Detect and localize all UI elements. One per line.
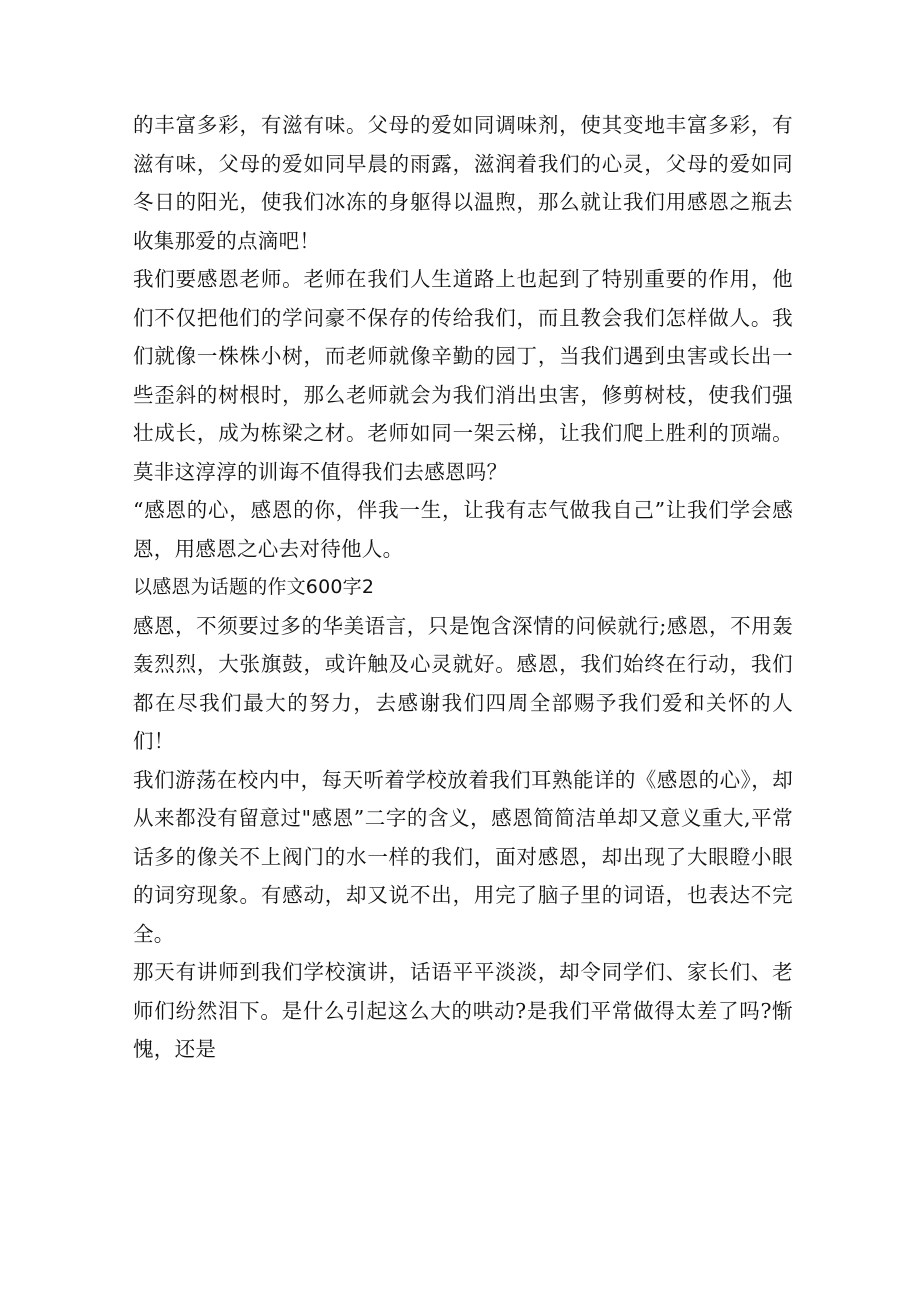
paragraph-parents-love: 的丰富多彩，有滋有味。父母的爱如同调味剂，使其变地丰富多彩，有滋有味，父母的爱如同早晨的雨露，滋润着我们的心灵，父母的爱如同冬日的阳光，使我们冰冻的身躯得以温煦，那么就让我们用感恩之瓶去收集那爱的点滴吧！ [133, 113, 793, 253]
paragraph-lecturer-speech: 那天有讲师到我们学校演讲，话语平平淡淡，却令同学们、家长们、老师们纷然泪下。是什么引起这么大的哄动?是我们平常做得太差了吗?惭愧，还是 [133, 960, 793, 1061]
paragraph-grateful-heart-quote: “感恩的心，感恩的你，伴我一生，让我有志气做我自己”让我们学会感恩，用感恩之心去对待他人。 [133, 498, 793, 561]
essay-heading: 以感恩为话题的作文600字2 [133, 576, 375, 598]
paragraph-school-song: 我们游荡在校内中，每天听着学校放着我们耳熟能详的《感恩的心》，却从来都没有留意过"感恩”二字的含义，感恩简简洁单却又意义重大,平常话多的像关不上阀门的水一样的我们，面对感恩，却出现了大眼瞪小眼的词穷现象。有感动，却又说不出，用完了脑子里的词语，也表达不完全。 [133, 767, 793, 946]
document-page [133, 106, 793, 1069]
paragraph-gratitude-definition: 感恩，不须要过多的华美语言，只是饱含深情的问候就行;感恩，不用轰轰烈烈，大张旗鼓，或许触及心灵就好。感恩，我们始终在行动，我们都在尽我们最大的努力，去感谢我们四周全部赐予我们爱和关怀的人们！ [133, 613, 793, 753]
paragraph-thank-teachers: 我们要感恩老师。老师在我们人生道路上也起到了特别重要的作用，他们不仅把他们的学问豪不保存的传给我们，而且教会我们怎样做人。我们就像一株株小树，而老师就像辛勤的园丁，当我们遇到虫害或长出一些歪斜的树根时，那么老师就会为我们消出虫害，修剪树枝，使我们强壮成长，成为栋梁之材。老师如同一架云梯，让我们爬上胜利的顶端。莫非这淳淳的训诲不值得我们去感恩吗？ [133, 267, 793, 484]
